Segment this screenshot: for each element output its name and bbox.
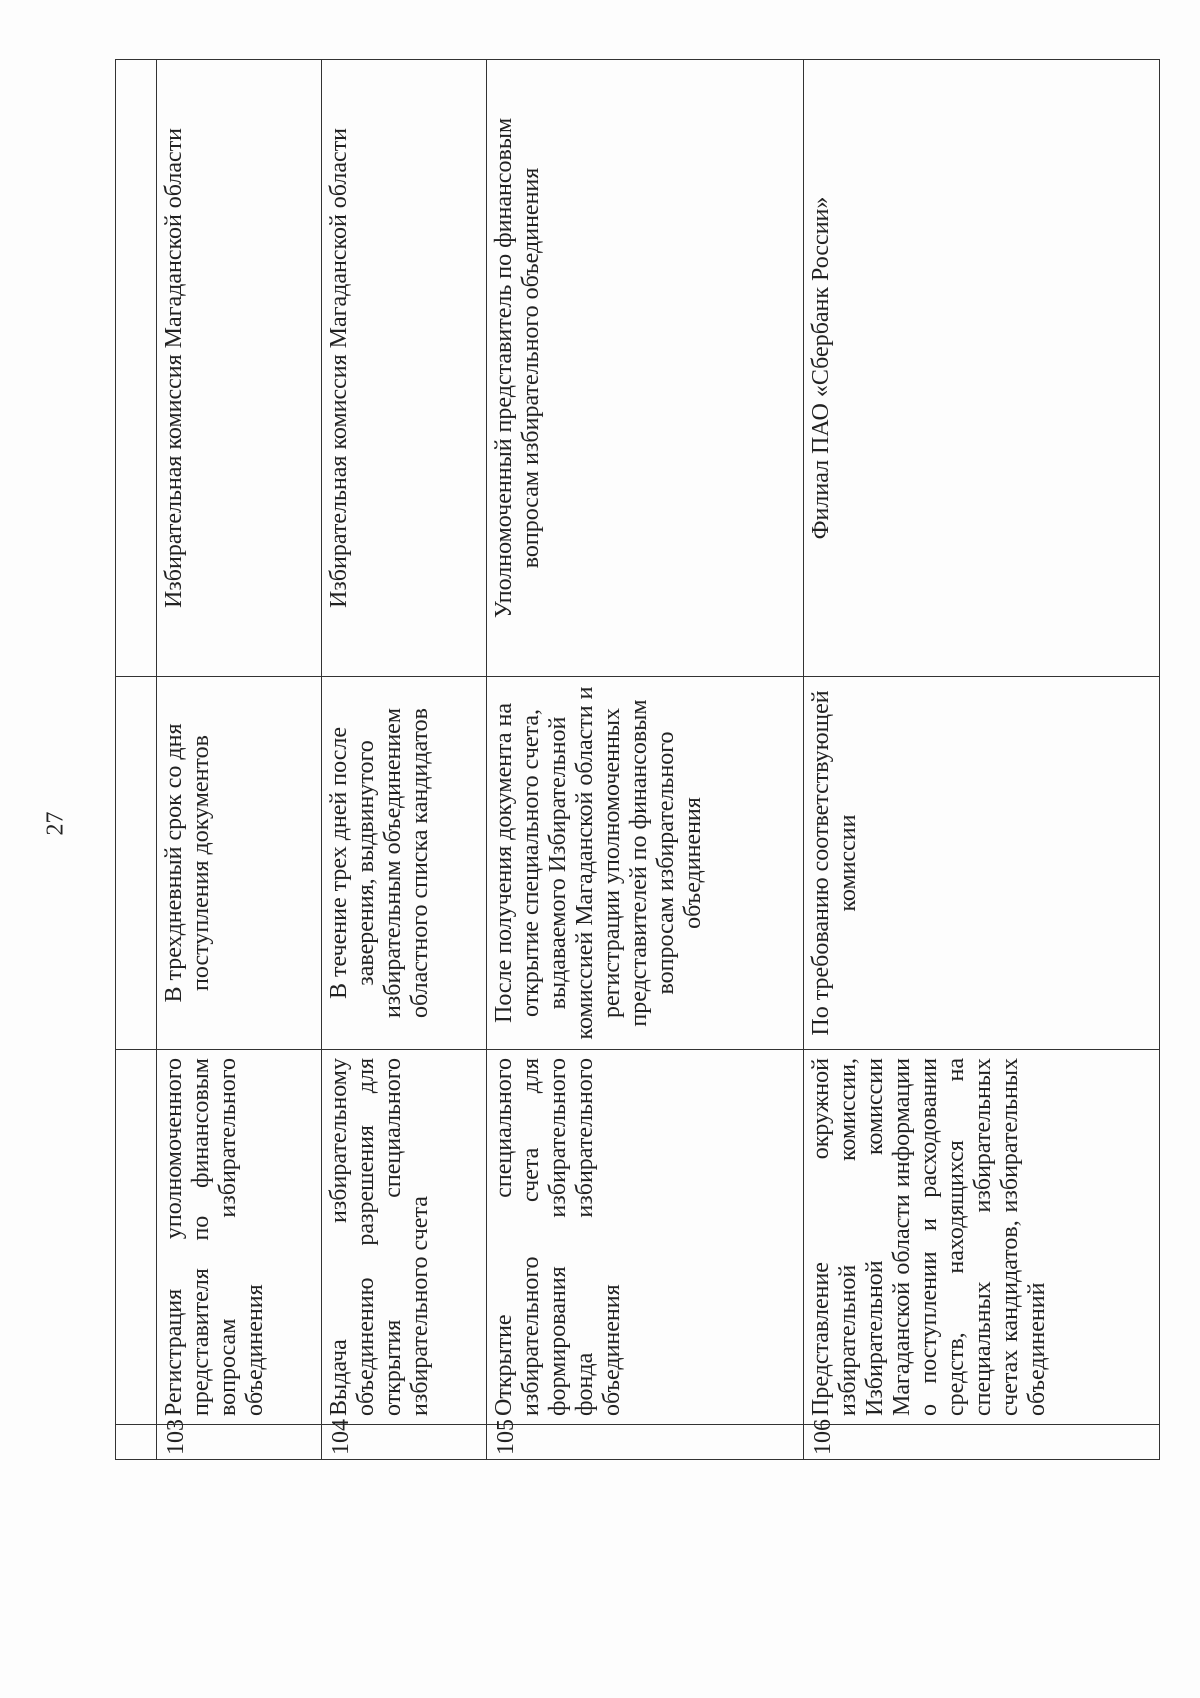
header-cell	[116, 1425, 157, 1460]
schedule-table-sheet	[115, 60, 1160, 1460]
executor-cell: Избирательная комиссия Магаданской области	[157, 60, 322, 677]
table-row	[322, 60, 487, 1460]
table-header-strip	[116, 60, 157, 1460]
event-cell: Представление окружной избирательной комиссии, Избирательной комиссии Магаданской области информации о поступлении и расходовании средств, находящихся на специальных избирательных счетах кандидатов, избирательных объединений	[804, 1050, 1160, 1425]
term-cell: После получения документа на открытие специального счета, выдаваемого Избирательной комиссией Магаданской области и регистрации уполномоченных представителей по финансовым вопросам избирательного объединения	[487, 677, 804, 1050]
row-number: 103	[157, 1425, 322, 1460]
term-cell: В трехдневный срок со дня поступления документов	[157, 677, 322, 1050]
row-number: 104	[322, 1425, 487, 1460]
executor-cell: Уполномоченный представитель по финансовым вопросам избирательного объединения	[487, 60, 804, 677]
executor-cell: Филиал ПАО «Сбербанк России»	[804, 60, 1160, 677]
schedule-table	[115, 59, 1160, 1460]
row-number: 106	[804, 1425, 1160, 1460]
event-cell: Регистрация уполномоченного представителя по финансовым вопросам избирательного объединения	[157, 1050, 322, 1425]
header-cell	[116, 677, 157, 1050]
term-cell: По требованию соответствующей комиссии	[804, 677, 1160, 1050]
table-row	[487, 60, 804, 1460]
row-number: 105	[487, 1425, 804, 1460]
header-cell	[116, 60, 157, 677]
event-cell: Выдача избирательному объединению разрешения для открытия специального избирательного счета	[322, 1050, 487, 1425]
executor-cell: Избирательная комиссия Магаданской области	[322, 60, 487, 677]
table-row	[804, 60, 1160, 1460]
page-number: 27	[42, 811, 69, 836]
term-cell: В течение трех дней после заверения, выдвинутого избирательным объединением областного списка кандидатов	[322, 677, 487, 1050]
header-cell	[116, 1050, 157, 1425]
event-cell: Открытие специального избирательного счета для формирования избирательного фонда избирательного объединения	[487, 1050, 804, 1425]
table-row	[157, 60, 322, 1460]
